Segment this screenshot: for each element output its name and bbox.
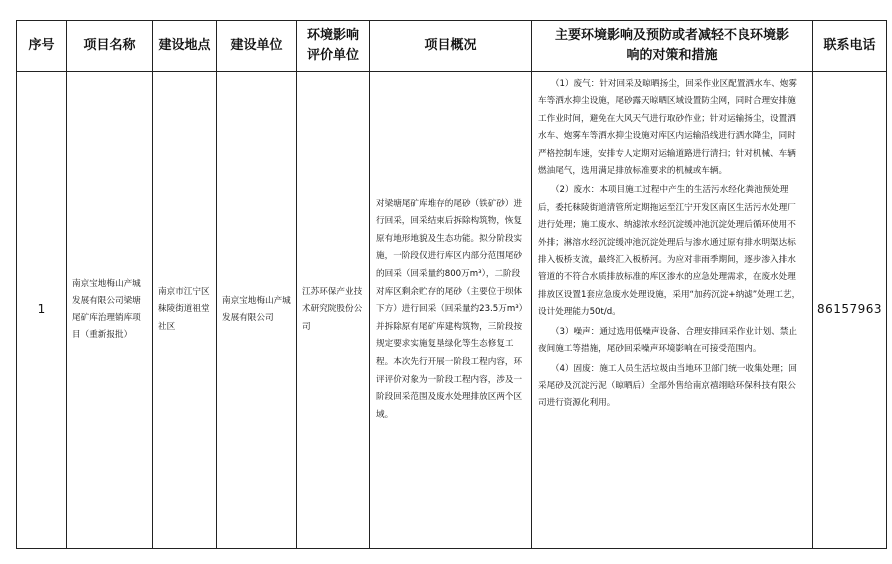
cell-measures xyxy=(532,72,813,549)
cell-overview: 对梁塘尾矿库堆存的尾砂（铁矿砂）进行回采，回采结束后拆除构筑物，恢复原有地形地貌及生态功能。拟分阶段实施，一阶段仅进行库区内部分范围尾砂的回采（回采量约800万m³），二阶段对库区剩余贮存的尾砂（主要位于坝体下方）进行回采（回采量约23.5万m³）并拆除原有尾矿库建构筑物，三阶段按规定要求实施复垦绿化等生态修复工程。本次先行开展一阶段工程内容，环评评价对象为一阶段工程内容，涉及一阶段回采范围及废水处理排放区两个区域。 xyxy=(370,72,532,549)
cell-location: 南京市江宁区秣陵街道祖堂社区 xyxy=(153,72,217,549)
cell-eia-unit: 江苏环保产业技术研究院股份公司 xyxy=(297,72,370,549)
header-index: 序号 xyxy=(17,21,67,72)
cell-index: 1 xyxy=(17,72,67,549)
header-row xyxy=(17,21,887,72)
header-measures: 主要环境影响及预防或者减轻不良环境影响的对策和措施 xyxy=(532,21,813,72)
cell-phone: 86157963 xyxy=(813,72,887,549)
header-overview: 项目概况 xyxy=(370,21,532,72)
header-phone: 联系电话 xyxy=(813,21,887,72)
header-eia-unit: 环境影响评价单位 xyxy=(297,21,370,72)
cell-unit: 南京宝地梅山产城发展有限公司 xyxy=(217,72,297,549)
header-location: 建设地点 xyxy=(153,21,217,72)
measure-water: （2）废水：本项目施工过程中产生的生活污水经化粪池预处理后，委托秣陵街道清管所定期拖运至江宁开发区南区生活污水处理厂进行处理；施工废水、纳滤浓水经沉淀缓冲池沉淀处理后循环使用不外排；淋溶水经沉淀缓冲池沉淀处理后与渗水通过原有排水明渠达标排入板桥支流，最终汇入板桥河。为应对非雨季期间，逐步渗入排水管道的不符合水质排放标准的库区渗水的应急处理需求，在废水处理排放区设置1套应急废水处理设施，采用“加药沉淀+纳滤”处理工艺，设计处理能力50t/d。 xyxy=(538,185,801,318)
cell-project-name: 南京宝地梅山产城发展有限公司梁塘尾矿库治理销库项目（重新报批） xyxy=(67,72,153,549)
measure-noise: （3）噪声：通过选用低噪声设备、合理安排回采作业计划、禁止夜间施工等措施，尾砂回采噪声环境影响在可接受范围内。 xyxy=(538,326,797,355)
table-row xyxy=(17,72,887,549)
header-project-name: 项目名称 xyxy=(67,21,153,72)
measure-air: （1）废气：针对回采及晾晒扬尘，回采作业区配置洒水车、炮雾车等洒水抑尘设施，尾砂露天晾晒区域设置防尘网，同时合理安排施工作业时间，避免在大风天气进行取砂作业；针对运输扬尘，设置洒水车、炮雾车等洒水抑尘设施对库区内运输沿线进行洒水降尘，同时严格控制车速，安排专人定期对运输道路进行清扫；针对机械、车辆燃油尾气，选用满足排放标准要求的机械或车辆。 xyxy=(538,79,797,177)
header-unit: 建设单位 xyxy=(217,21,297,72)
measure-solid-waste: （4）固废：施工人员生活垃圾由当地环卫部门统一收集处理；回采尾砂及沉淀污泥（晾晒后）全部外售给南京禧翊晗环保科技有限公司进行资源化利用。 xyxy=(538,363,797,409)
project-table xyxy=(16,20,887,549)
